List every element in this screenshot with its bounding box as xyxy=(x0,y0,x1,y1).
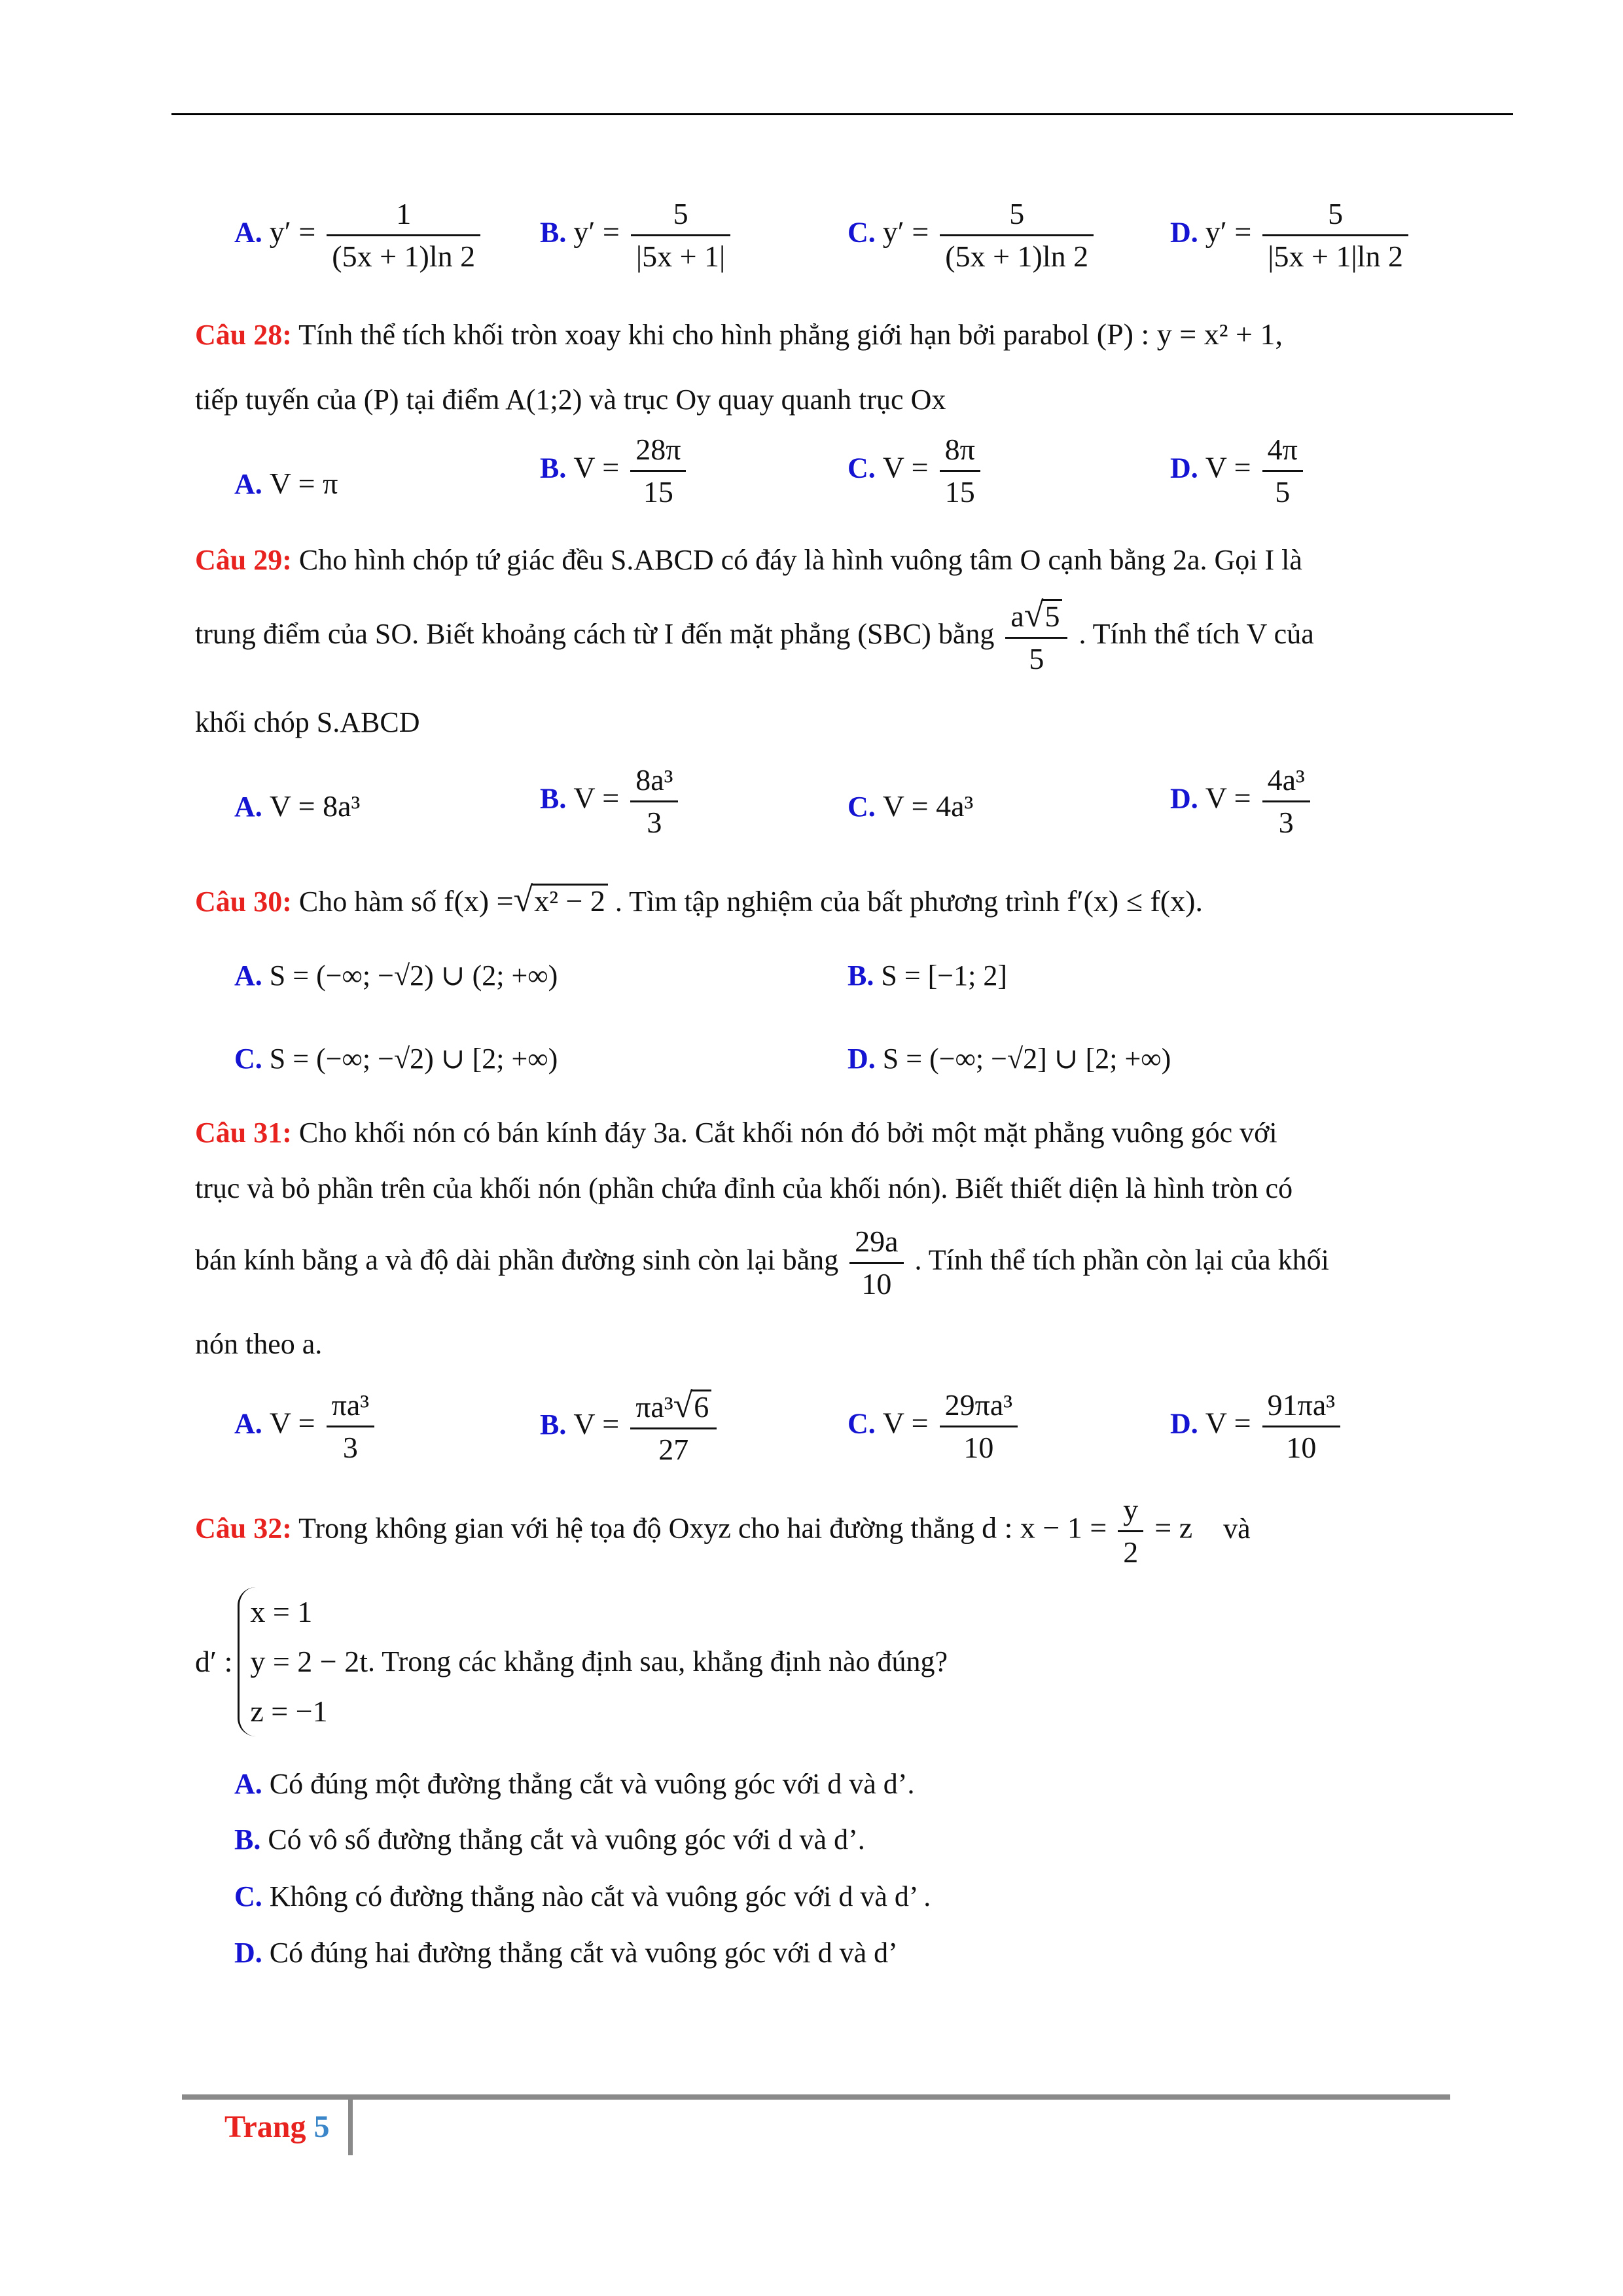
option-label: B. xyxy=(540,452,567,484)
fraction-denominator: 15 xyxy=(940,470,980,510)
fraction-numerator: πa³ xyxy=(331,1388,370,1422)
fraction-numerator: 8π xyxy=(944,433,975,466)
question-text: Trong không gian với hệ tọa độ Oxyz cho hai đường thẳng xyxy=(298,1512,975,1545)
question-text: Tính thể tích khối tròn xoay khi cho hình phẳng giới hạn bởi parabol xyxy=(298,319,1090,351)
inequality: f′(x) ≤ f(x). xyxy=(1067,884,1203,918)
question-text: . Tính thể tích phần còn lại của khối xyxy=(914,1244,1329,1276)
option-text: V = 4a³ xyxy=(882,789,974,823)
q29-option-c[interactable] xyxy=(847,776,973,823)
function-def: f(x) = xyxy=(444,884,514,918)
option-text: V = π xyxy=(269,467,338,500)
option-text: Có đúng hai đường thẳng cắt và vuông góc với d và d’ xyxy=(269,1937,898,1969)
question-text: . Tìm tập nghiệm của bất phương trình xyxy=(615,886,1060,918)
option-text: S = [−1; 2] xyxy=(881,960,1007,992)
fraction xyxy=(1262,1388,1340,1465)
fraction-denominator: |5x + 1|ln 2 xyxy=(1262,234,1408,274)
fraction xyxy=(940,432,980,510)
fraction-numerator: 29a xyxy=(855,1225,899,1258)
fraction xyxy=(1005,597,1067,677)
question-text: trung điểm của SO. Biết khoảng cách từ I đến mặt phẳng (SBC) bằng xyxy=(195,618,995,651)
sqrt-icon: √ xyxy=(1024,595,1044,634)
option-label: C. xyxy=(847,216,876,249)
fraction-numerator: 5 xyxy=(1009,197,1025,230)
q28-option-d[interactable] xyxy=(1170,432,1307,510)
question-text: . Tính thể tích V của xyxy=(1079,618,1314,651)
footer-rule xyxy=(182,2094,1450,2100)
option-lhs: V = xyxy=(269,1406,315,1440)
fraction xyxy=(630,1388,717,1467)
option-label: A. xyxy=(234,960,262,992)
option-lhs: V = xyxy=(1205,1406,1251,1440)
option-lhs: V = xyxy=(573,1407,620,1441)
fraction xyxy=(940,1388,1018,1465)
system-eq-3: z = −1 xyxy=(250,1695,328,1728)
option-label: C. xyxy=(234,1880,262,1912)
line-d-lhs: d : x − 1 = xyxy=(982,1511,1107,1545)
q31-option-b[interactable] xyxy=(540,1388,721,1467)
option-label: B. xyxy=(540,216,567,249)
q29-line3: khối chóp S.ABCD xyxy=(195,706,420,738)
option-label: A. xyxy=(234,791,262,823)
option-label: C. xyxy=(847,452,876,484)
option-lhs: V = xyxy=(882,450,929,484)
q32-option-c[interactable] xyxy=(234,1880,931,1914)
fraction-denominator: 5 xyxy=(1262,470,1303,510)
option-label: B. xyxy=(847,960,874,992)
option-text: Không có đường thẳng nào cắt và vuông góc với d và d’ . xyxy=(269,1880,931,1912)
question-text: Cho hình chóp tứ giác đều S.ABCD có đáy là hình vuông tâm O cạnh bằng 2a. Gọi I là xyxy=(298,544,1302,576)
option-text: Có đúng một đường thẳng cắt và vuông góc với d và d’. xyxy=(269,1768,915,1800)
fraction-numerator xyxy=(1005,597,1067,637)
fraction-numerator: 29πa³ xyxy=(944,1388,1013,1422)
q29-line1 xyxy=(195,543,1302,577)
radicand: 5 xyxy=(1042,599,1062,632)
q27-option-d[interactable] xyxy=(1170,196,1412,274)
fraction-numerator: 1 xyxy=(396,197,412,230)
question-text: . Trong các khẳng định sau, khẳng định nào đúng? xyxy=(368,1645,948,1677)
option-label: C. xyxy=(847,1407,876,1440)
fraction-denominator: 10 xyxy=(940,1426,1018,1465)
fraction xyxy=(849,1224,903,1302)
fraction xyxy=(327,1388,374,1465)
q29-line2 xyxy=(195,597,1314,677)
question-equation: (P) : y = x² + 1, xyxy=(1096,317,1283,351)
fraction xyxy=(630,762,678,840)
q32-line2 xyxy=(195,1587,948,1736)
footer-label: Trang xyxy=(224,2109,306,2144)
q32-option-a[interactable] xyxy=(234,1767,914,1801)
option-label: D. xyxy=(847,1043,876,1075)
fraction xyxy=(1262,432,1303,510)
fraction-numerator: y xyxy=(1123,1493,1139,1526)
question-text: bán kính bằng a và độ dài phần đường sinh còn lại bằng xyxy=(195,1244,839,1276)
sqrt-icon: √ xyxy=(673,1386,693,1425)
q27-option-b[interactable] xyxy=(540,196,734,274)
fraction-numerator: 8a³ xyxy=(635,763,673,797)
q31-option-d[interactable] xyxy=(1170,1388,1344,1465)
fraction-denominator: 5 xyxy=(1005,637,1067,677)
fraction-denominator: |5x + 1| xyxy=(631,234,730,274)
q31-line2: trục và bỏ phần trên của khối nón (phần chứa đỉnh của khối nón). Biết thiết diện là hình tròn có xyxy=(195,1172,1293,1204)
option-text: S = (−∞; −√2] ∪ [2; +∞) xyxy=(882,1043,1171,1075)
q29-option-a[interactable] xyxy=(234,776,360,823)
fraction-denominator: (5x + 1)ln 2 xyxy=(327,234,480,274)
q28-line1 xyxy=(195,317,1283,352)
option-lhs: y′ = xyxy=(269,215,316,249)
line-d-rhs: = z xyxy=(1154,1511,1193,1545)
numerator-var: a xyxy=(1010,600,1024,633)
fraction-denominator: 2 xyxy=(1118,1530,1143,1570)
q27-option-a[interactable] xyxy=(234,196,484,274)
question-text: Cho hàm số xyxy=(298,886,437,918)
q28-line2: tiếp tuyến của (P) tại điểm A(1;2) và trục Oy quay quanh trục Ox xyxy=(195,384,946,416)
radicand: x² − 2 xyxy=(531,884,608,917)
q29-option-b[interactable] xyxy=(540,762,682,840)
q31-option-c[interactable] xyxy=(847,1388,1022,1465)
q31-line4: nón theo a. xyxy=(195,1328,323,1360)
radicand: 6 xyxy=(691,1390,711,1423)
option-text: S = (−∞; −√2) ∪ (2; +∞) xyxy=(269,960,558,992)
fraction-numerator: 4π xyxy=(1267,433,1298,466)
fraction xyxy=(940,196,1094,274)
system-eq-2: y = 2 − 2t xyxy=(250,1645,368,1678)
q32-option-d[interactable] xyxy=(234,1936,898,1970)
q30-option-b[interactable] xyxy=(847,959,1007,992)
fraction-numerator: 4a³ xyxy=(1267,763,1305,797)
option-label: C. xyxy=(847,791,876,823)
fraction xyxy=(327,196,480,274)
q29-option-d[interactable] xyxy=(1170,762,1314,840)
fraction xyxy=(1118,1492,1143,1570)
option-label: A. xyxy=(234,216,262,249)
fraction xyxy=(1262,196,1408,274)
system-eq-1: x = 1 xyxy=(250,1595,313,1628)
page-footer xyxy=(224,2109,329,2145)
fraction-denominator: 3 xyxy=(630,800,678,840)
q30-option-a[interactable] xyxy=(234,959,558,992)
question-text: Cho khối nón có bán kính đáy 3a. Cắt khối nón đó bởi một mặt phẳng vuông góc với xyxy=(298,1117,1277,1149)
fraction xyxy=(631,196,730,274)
option-label: A. xyxy=(234,1407,262,1440)
header-rule xyxy=(171,113,1513,115)
option-lhs: V = xyxy=(1205,450,1251,484)
option-lhs: y′ = xyxy=(1205,215,1252,249)
system-of-equations xyxy=(238,1587,368,1736)
option-label: C. xyxy=(234,1043,262,1075)
option-label: D. xyxy=(234,1937,262,1969)
q28-option-c[interactable] xyxy=(847,432,984,510)
option-lhs: V = xyxy=(882,1406,929,1440)
option-label: A. xyxy=(234,468,262,500)
fraction-denominator: (5x + 1)ln 2 xyxy=(940,234,1094,274)
option-lhs: y′ = xyxy=(573,215,620,249)
option-label: D. xyxy=(1170,782,1198,815)
q31-option-a[interactable] xyxy=(234,1388,378,1465)
fraction-denominator: 10 xyxy=(849,1262,903,1302)
fraction xyxy=(630,432,686,510)
question-label: Câu 28: xyxy=(195,319,292,351)
q32-line1 xyxy=(195,1492,1251,1570)
fraction xyxy=(1262,762,1310,840)
question-label: Câu 32: xyxy=(195,1512,292,1545)
fraction-numerator: 28π xyxy=(635,433,681,466)
fraction-denominator: 3 xyxy=(327,1426,374,1465)
footer-divider xyxy=(348,2096,353,2155)
sqrt-icon: √ xyxy=(513,880,533,919)
q30-line1 xyxy=(195,882,1203,919)
fraction-numerator xyxy=(630,1388,717,1427)
q31-line3 xyxy=(195,1224,1329,1302)
fraction-denominator: 10 xyxy=(1262,1426,1340,1465)
option-label: B. xyxy=(540,1408,567,1441)
option-label: B. xyxy=(540,782,567,815)
option-lhs: y′ = xyxy=(882,215,929,249)
question-text: và xyxy=(1223,1512,1251,1545)
q28-option-b[interactable] xyxy=(540,432,690,510)
page-number: 5 xyxy=(313,2109,330,2144)
q30-option-d[interactable] xyxy=(847,1042,1171,1075)
q31-line1 xyxy=(195,1116,1277,1150)
option-lhs: V = xyxy=(1205,781,1251,815)
numerator-term: πa³ xyxy=(635,1390,673,1424)
option-label: D. xyxy=(1170,1407,1198,1440)
q27-option-c[interactable] xyxy=(847,196,1097,274)
question-label: Câu 30: xyxy=(195,886,292,918)
fraction-denominator: 15 xyxy=(630,470,686,510)
option-lhs: V = xyxy=(573,450,620,484)
option-text: Có vô số đường thẳng cắt và vuông góc với d và d’. xyxy=(268,1823,865,1856)
question-label: Câu 29: xyxy=(195,544,292,576)
question-label: Câu 31: xyxy=(195,1117,292,1149)
fraction-denominator: 27 xyxy=(630,1427,717,1467)
option-label: D. xyxy=(1170,452,1198,484)
option-lhs: V = xyxy=(573,781,620,815)
fraction-denominator: 3 xyxy=(1262,800,1310,840)
q32-option-b[interactable] xyxy=(234,1823,865,1857)
option-text: S = (−∞; −√2) ∪ [2; +∞) xyxy=(269,1043,558,1075)
q28-option-a[interactable] xyxy=(234,440,338,501)
option-text: V = 8a³ xyxy=(269,789,361,823)
fraction-numerator: 5 xyxy=(1328,197,1344,230)
q30-option-c[interactable] xyxy=(234,1042,558,1075)
option-label: B. xyxy=(234,1823,261,1856)
fraction-numerator: 91πa³ xyxy=(1267,1388,1336,1422)
option-label: A. xyxy=(234,1768,262,1800)
fraction-numerator: 5 xyxy=(673,197,688,230)
line-dp-label: d′ : xyxy=(195,1645,233,1678)
option-label: D. xyxy=(1170,216,1198,249)
